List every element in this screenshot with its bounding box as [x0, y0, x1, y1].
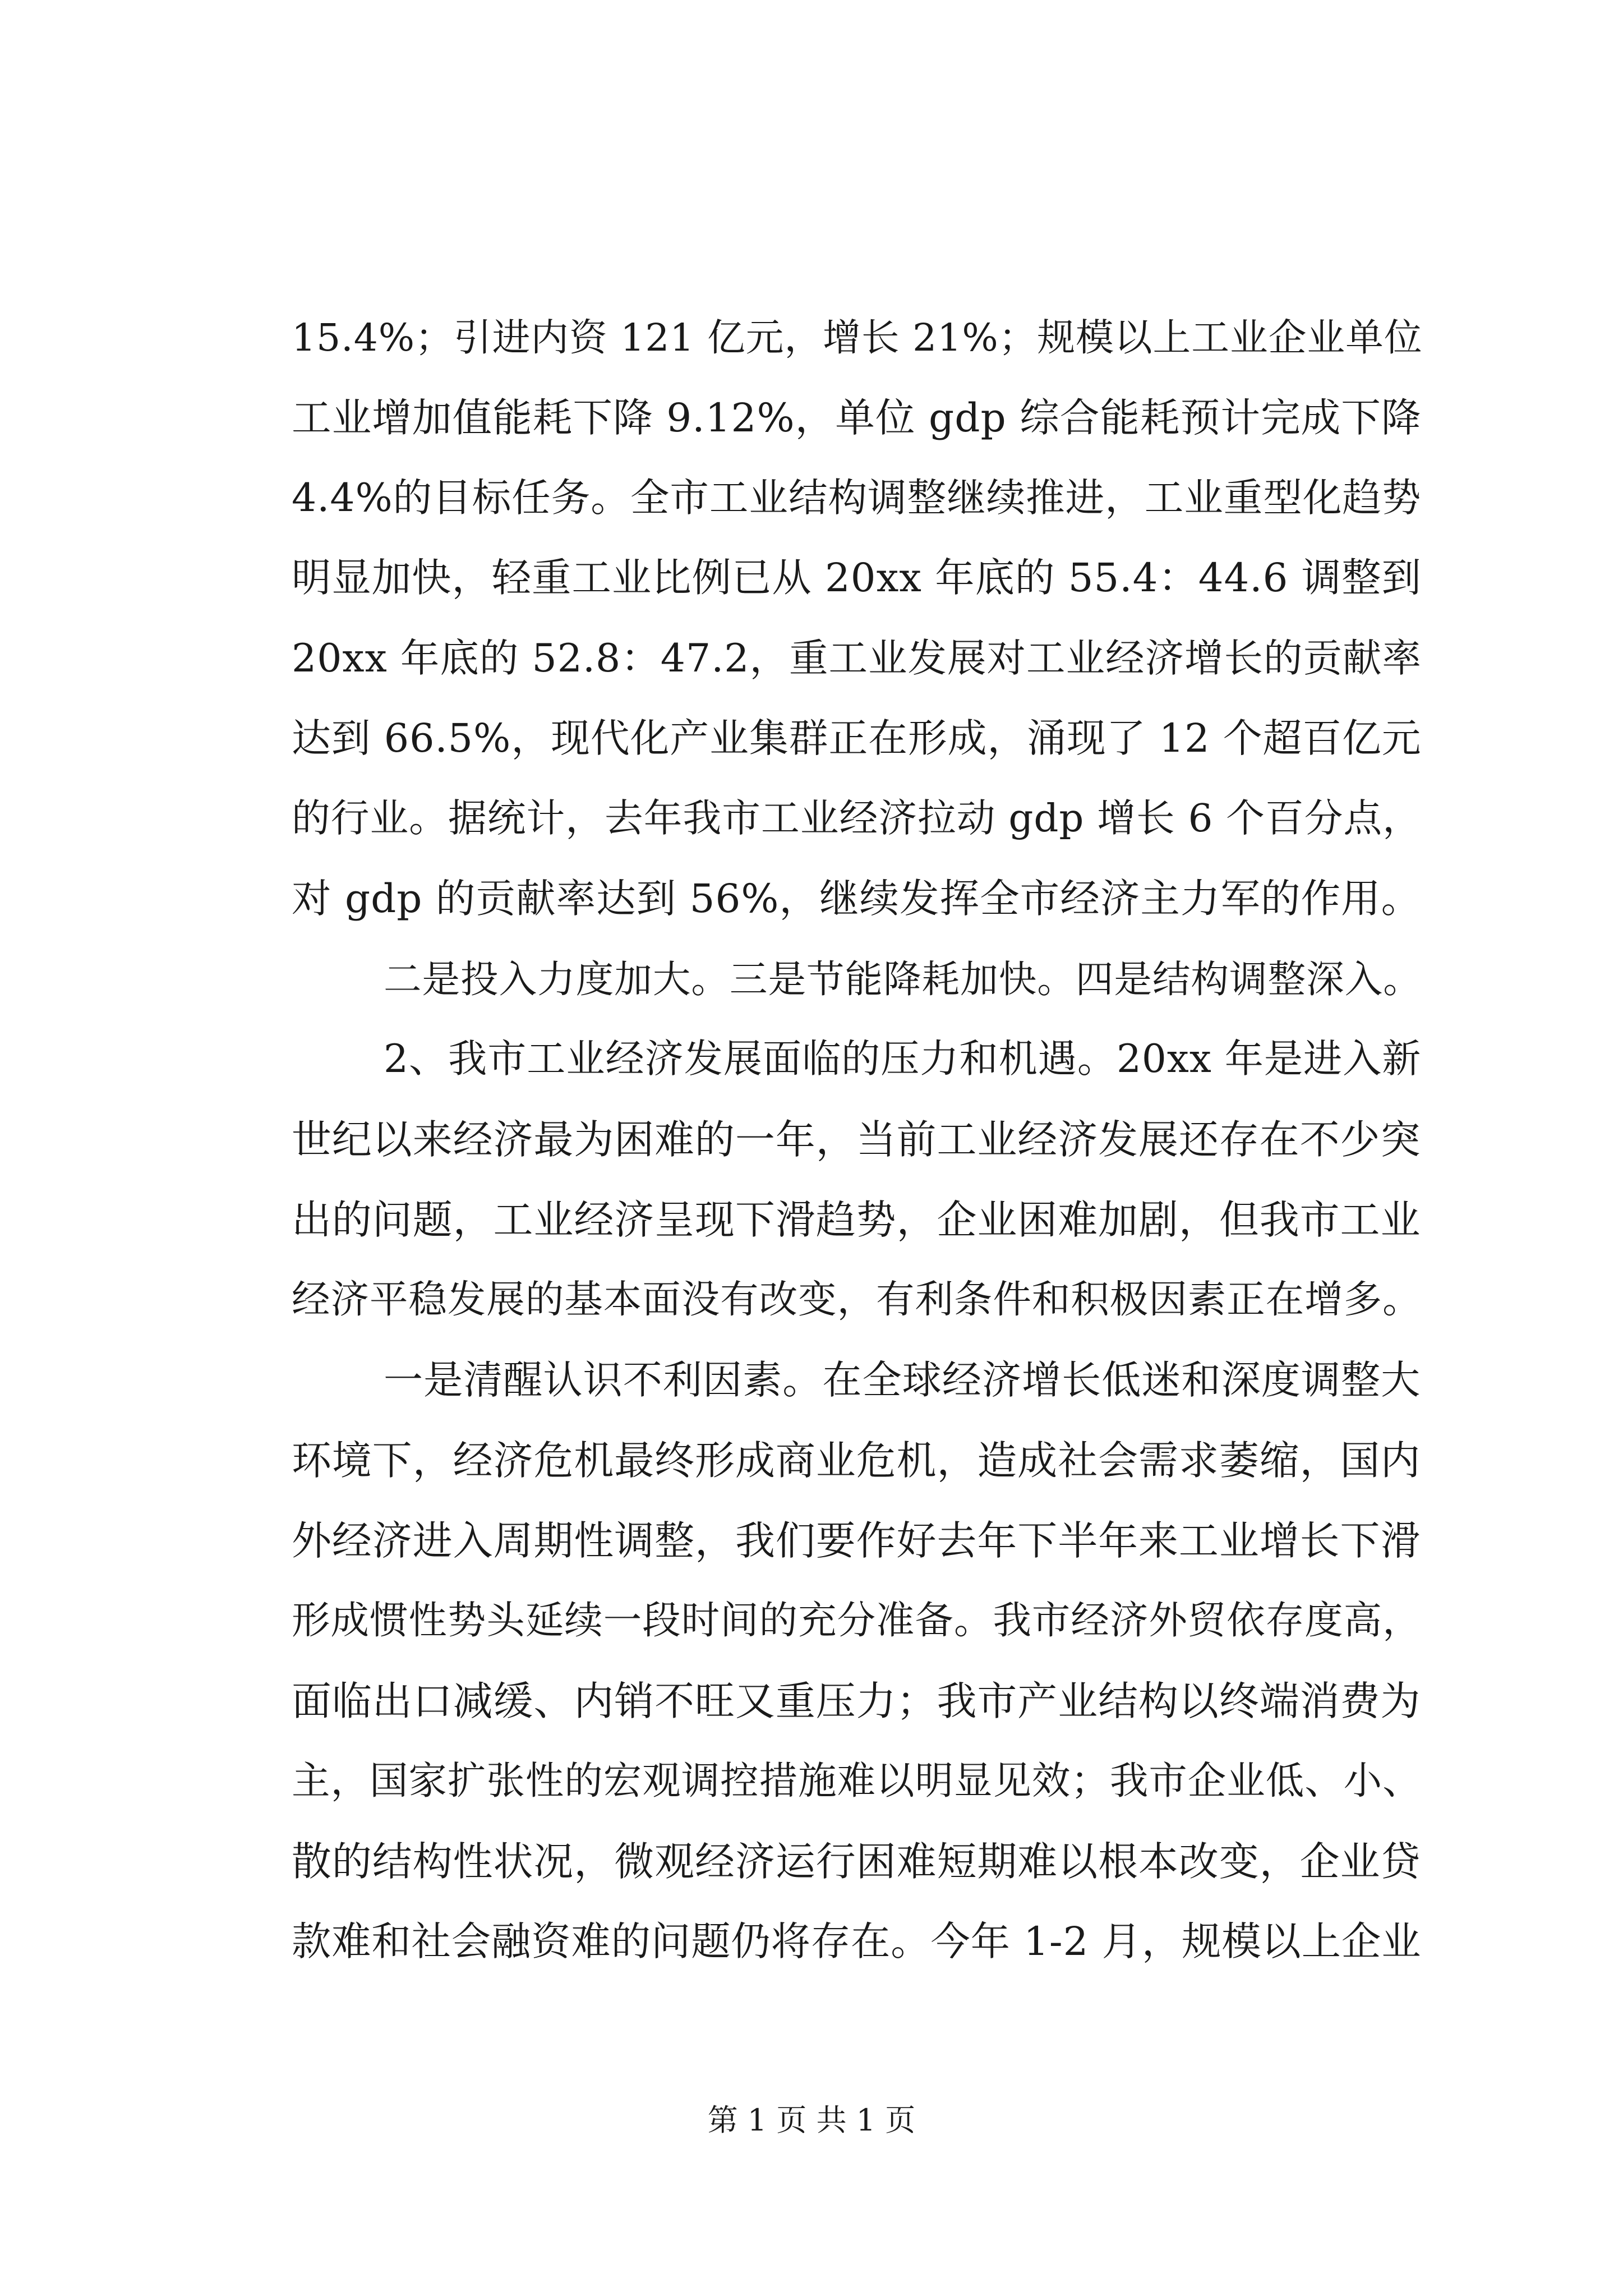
text-line: 4.4%的目标任务。全市工业结构调整继续推进，工业重型化趋势 — [292, 475, 1422, 521]
page-footer — [0, 2098, 1623, 2143]
text-line: 15.4%；引进内资 121 亿元，增长 21%；规模以上工业企业单位 — [292, 315, 1423, 360]
text-line: 二是投入力度加大。三是节能降耗加快。四是结构调整深入。 — [384, 957, 1422, 1001]
paragraph — [292, 1019, 1422, 1340]
text-line: 散的结构性状况，微观经济运行困难短期难以根本改变，企业贷 — [292, 1838, 1421, 1885]
text-line: 外经济进入周期性调整，我们要作好去年下半年来工业增长下滑 — [292, 1517, 1421, 1564]
text-line: 20xx 年底的 52.8：47.2，重工业发展对工业经济增长的贡献率 — [292, 636, 1422, 681]
text-line: 明显加快，轻重工业比例已从 20xx 年底的 55.4：44.6 调整到 — [292, 555, 1422, 601]
text-line: 一是清醒认识不利因素。在全球经济增长低迷和深度调整大 — [384, 1357, 1421, 1403]
text-line: 面临出口减缓、内销不旺又重压力；我市产业结构以终端消费为 — [292, 1678, 1421, 1724]
paragraph — [292, 1340, 1422, 1982]
text-line: 的行业。据统计，去年我市工业经济拉动 gdp 增长 6 个百分点， — [292, 796, 1422, 841]
text-line: 主，国家扩张性的宏观调控措施难以明显见效；我市企业低、小、 — [292, 1759, 1422, 1803]
paragraph — [292, 297, 1423, 939]
text-line: 2、我市工业经济发展面临的压力和机遇。20xx 年是进入新 — [384, 1037, 1422, 1082]
document-body — [292, 297, 1423, 1982]
text-line: 款难和社会融资难的问题仍将存在。今年 1-2 月，规模以上企业 — [292, 1918, 1422, 1964]
text-line: 世纪以来经济最为困难的一年，当前工业经济发展还存在不少突 — [292, 1116, 1421, 1163]
text-line: 环境下，经济危机最终形成商业危机，造成社会需求萎缩，国内 — [292, 1437, 1421, 1484]
text-line: 形成惯性势头延续一段时间的充分准备。我市经济外贸依存度高， — [292, 1598, 1422, 1643]
page-number-label: 第 1 页 共 1 页 — [707, 2102, 916, 2138]
paragraph — [292, 939, 1422, 1019]
text-line: 经济平稳发展的基本面没有改变，有利条件和积极因素正在增多。 — [292, 1277, 1422, 1322]
text-line: 达到 66.5%，现代化产业集群正在形成，涌现了 12 个超百亿元 — [292, 716, 1422, 761]
text-line: 出的问题，工业经济呈现下滑趋势，企业困难加剧，但我市工业 — [292, 1197, 1421, 1243]
text-line: 对 gdp 的贡献率达到 56%，继续发挥全市经济主力军的作用。 — [292, 876, 1422, 922]
text-line: 工业增加值能耗下降 9.12%，单位 gdp 综合能耗预计完成下降 — [292, 394, 1422, 441]
